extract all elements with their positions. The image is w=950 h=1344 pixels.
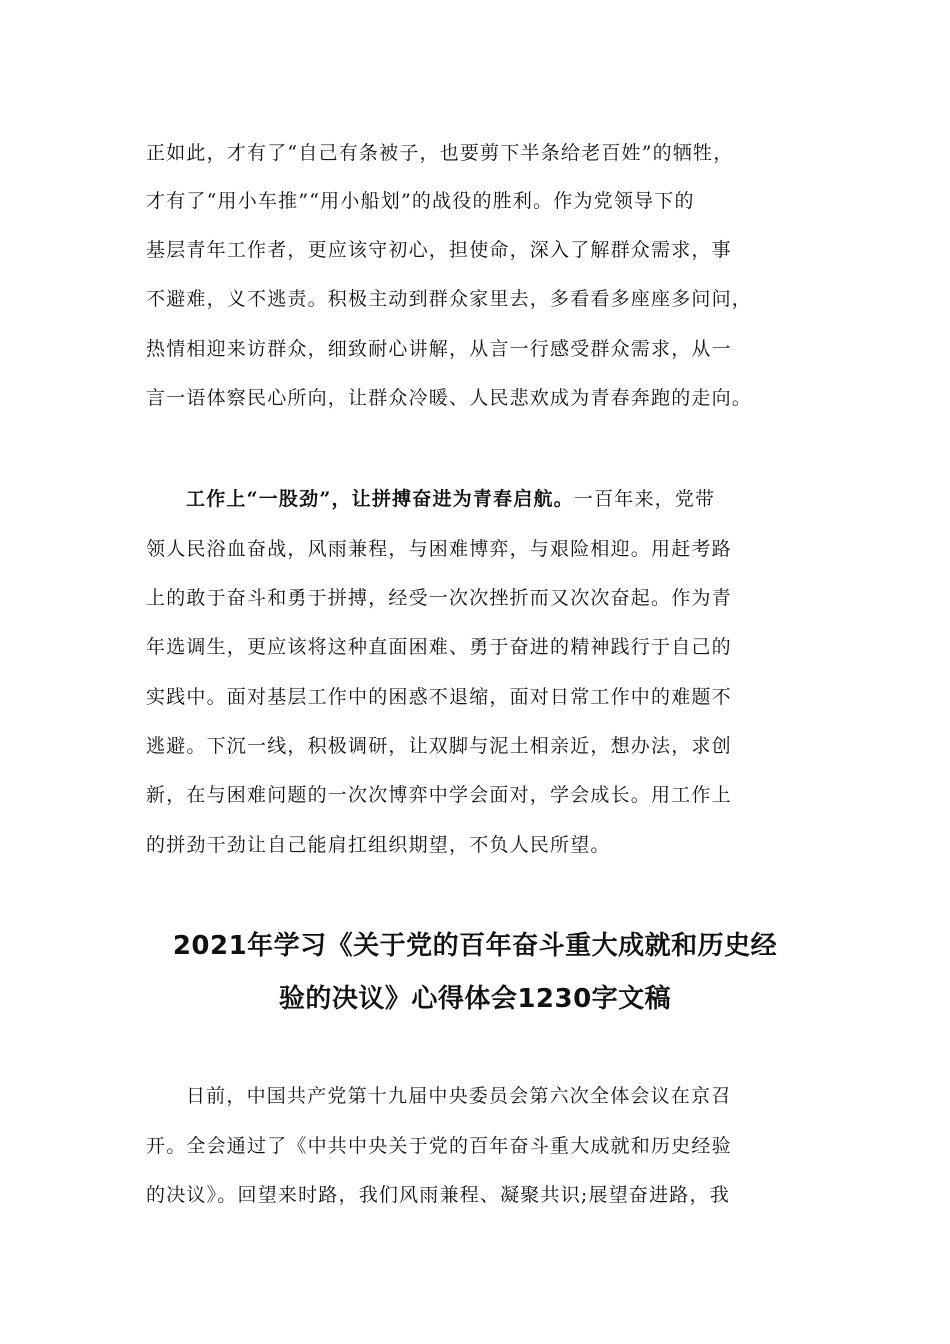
paragraph-1-line-6: 言一语体察民心所向，让群众冷暖、人民悲欢成为青春奔跑的走向。	[146, 387, 753, 409]
paragraph-1-line-1: 正如此，才有了“自己有条被子，也要剪下半条给老百姓”的牺牲，	[146, 142, 734, 164]
paragraph-2-line-7: 新，在与困难问题的一次次博弈中学会面对，学会成长。用工作上	[146, 784, 732, 806]
paragraph-2-line-1	[186, 486, 826, 512]
paragraph-2-line-2: 领人民浴血奋战，风雨兼程，与困难博弈，与艰险相迎。用赶考路	[146, 538, 732, 560]
article-title-line-1: 2021年学习《关于党的百年奋斗重大成就和历史经	[172, 931, 778, 961]
paragraph-2-line-4: 年选调生，更应该将这种直面困难、勇于奋进的精神践行于自己的	[146, 636, 732, 658]
paragraph-3-line-1: 日前，中国共产党第十九届中央委员会第六次全体会议在京召	[186, 1085, 732, 1107]
paragraph-1-line-3: 基层青年工作者，更应该守初心，担使命，深入了解群众需求，事	[146, 239, 732, 261]
paragraph-3-line-3: 的决议》。回望来时路，我们风雨兼程、凝聚共识;展望奋进路，我	[146, 1184, 730, 1206]
paragraph-2-lead-bold: 工作上“一股劲”，让拼搏奋进为青春启航。	[186, 488, 574, 510]
paragraph-2-line-3: 上的敢于奋斗和勇于拼搏，经受一次次挫折而又次次奋起。作为青	[146, 587, 732, 609]
paragraph-1-line-4: 不避难，义不逃责。积极主动到群众家里去，多看看多座座多问问，	[146, 288, 753, 310]
paragraph-2-line-8: 的拼劲干劲让自己能肩扛组织期望，不负人民所望。	[146, 834, 611, 856]
paragraph-2-lead-rest: 一百年来，党带	[573, 488, 716, 510]
paragraph-2-line-6: 逃避。下沉一线，积极调研，让双脚与泥土相亲近，想办法，求创	[146, 735, 732, 757]
paragraph-3-line-2: 开。全会通过了《中共中央关于党的百年奋斗重大成就和历史经验	[146, 1135, 732, 1157]
paragraph-1-line-5: 热情相迎来访群众，细致耐心讲解，从言一行感受群众需求，从一	[146, 338, 732, 360]
paragraph-2-line-5: 实践中。面对基层工作中的困惑不退缩，面对日常工作中的难题不	[146, 686, 732, 708]
paragraph-1-line-2: 才有了“用小车推”“用小船划”的战役的胜利。作为党领导下的	[146, 190, 695, 212]
article-title-line-2: 验的决议》心得体会1230字文稿	[278, 984, 672, 1014]
